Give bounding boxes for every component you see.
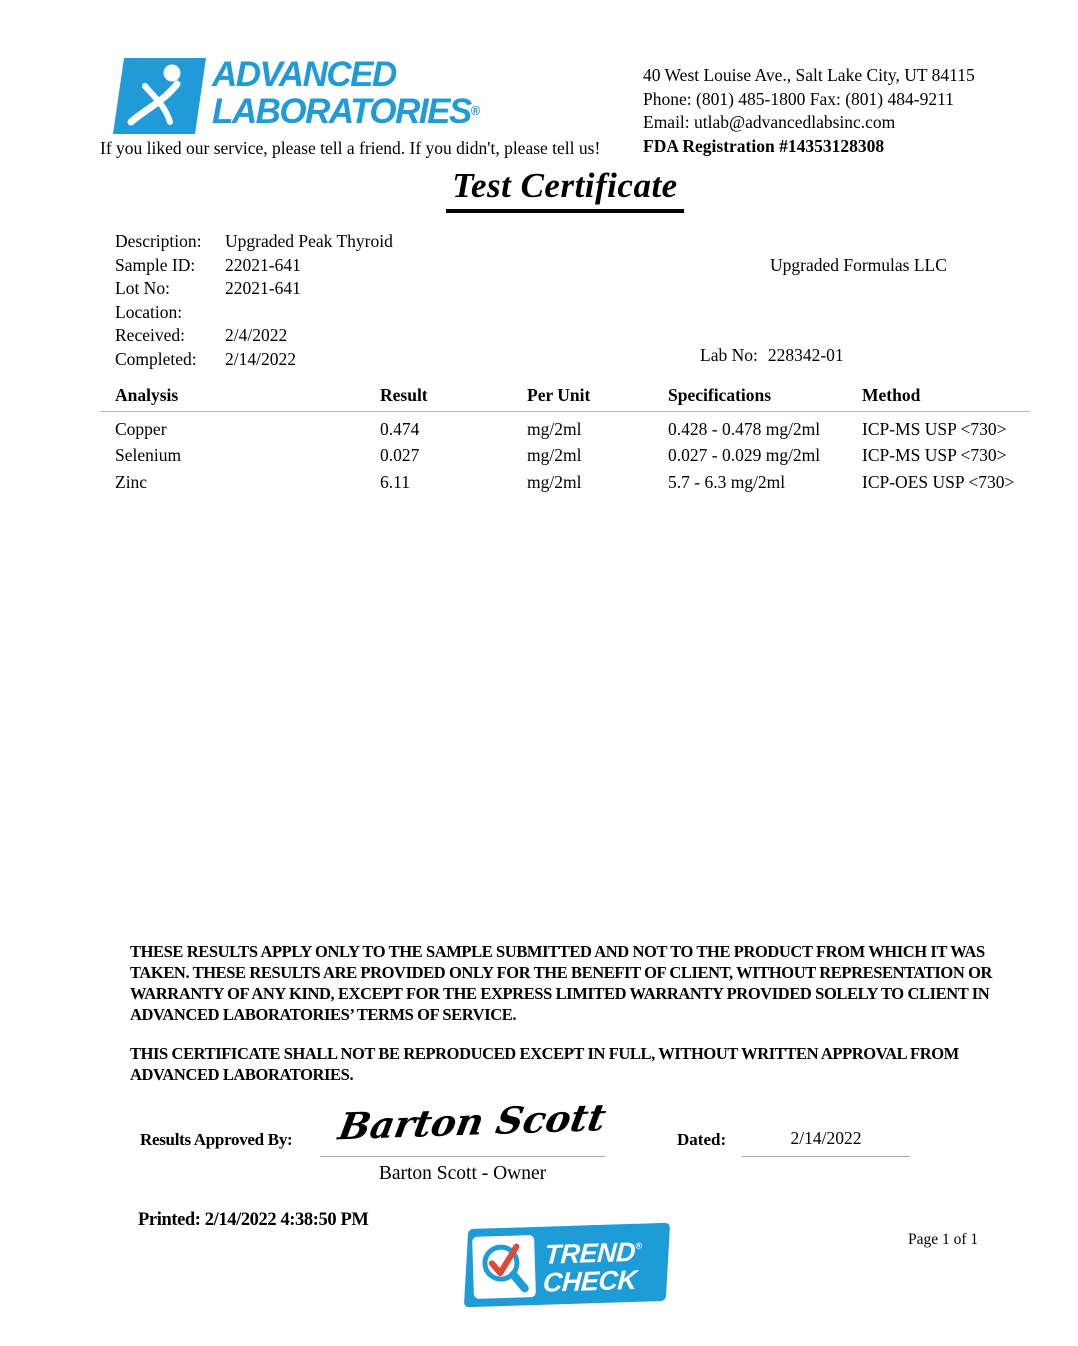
table-cell-result: 0.027: [380, 445, 420, 465]
disclaimer-paragraph-2: THIS CERTIFICATE SHALL NOT BE REPRODUCED EXCEPT IN FULL, WITHOUT WRITTEN APPROVAL FROM ADVANCED LABORATORIES.: [130, 1044, 959, 1084]
table-cell-analysis: Copper: [115, 418, 167, 439]
lab-no-value: 228342-01: [767, 345, 844, 365]
contact-email: Email: utlab@advancedlabsinc.com: [643, 112, 896, 132]
table-cell-method: ICP-OES USP <730>: [862, 471, 1015, 492]
detail-label: Completed:: [115, 348, 197, 369]
registered-mark: ®: [470, 103, 481, 118]
trend-check-badge: [472, 1235, 536, 1299]
table-cell-specifications: 5.7 - 6.3 mg/2ml: [668, 471, 786, 492]
signature-line: [320, 1156, 605, 1157]
detail-row-received: [115, 325, 393, 349]
lab-no: [700, 345, 844, 366]
disclaimer-paragraph-1: THESE RESULTS APPLY ONLY TO THE SAMPLE SUBMITTED AND NOT TO THE PRODUCT FROM WHICH IT WAS TAKEN. THESE RESULTS ARE PROVIDED ONLY FOR THE BENEFIT OF CLIENT, WITHOUT REPRESENTATION OR WARRANTY OF ANY KIND, EXCEPT FOR THE EXPRESS LIMITED WARRANTY PROVIDED SOLELY TO CLIENT IN ADVANCED LABORATORIES’ TERMS OF SERVICE.: [130, 942, 993, 1024]
results-table: [100, 385, 1035, 492]
detail-label: Received:: [115, 325, 185, 346]
column-header-method: Method: [862, 385, 1030, 412]
table-cell-result: 6.11: [380, 471, 410, 492]
detail-row-completed: [115, 349, 393, 373]
signature: Barton Scott: [335, 1095, 610, 1149]
fda-registration: FDA Registration #14353128308: [643, 135, 885, 156]
detail-row-description: [115, 231, 393, 255]
table-cell-analysis: Selenium: [115, 445, 182, 465]
trend-check-logo: [464, 1223, 670, 1308]
detail-row-sample-id: [115, 255, 393, 279]
brand-line1: ADVANCED: [212, 55, 396, 94]
contact-address: 40 West Louise Ave., Salt Lake City, UT 84115: [643, 65, 975, 85]
results-approved-by-label: Results Approved By:: [140, 1130, 293, 1149]
table-cell-per-unit: mg/2ml: [527, 445, 582, 465]
client-name: Upgraded Formulas LLC: [770, 255, 947, 275]
contact-block: [643, 64, 975, 158]
lab-no-label: Lab No:: [700, 345, 758, 365]
brand-wordmark: [212, 57, 480, 130]
detail-row-location: [115, 302, 393, 326]
column-header-analysis: Analysis: [100, 385, 380, 412]
service-tagline: If you liked our service, please tell a friend. If you didn't, please tell us!: [100, 138, 601, 158]
sample-details: [115, 231, 393, 373]
trend-word: TREND: [543, 1236, 636, 1270]
table-cell-per-unit: mg/2ml: [527, 471, 582, 492]
detail-value: Upgraded Peak Thyroid: [225, 231, 393, 251]
brand-line2: LABORATORIES: [212, 92, 471, 131]
detail-value: 22021-641: [225, 278, 301, 299]
table-cell-specifications: 0.027 - 0.029 mg/2ml: [668, 445, 821, 465]
table-cell-analysis: Zinc: [115, 471, 148, 492]
page-title: Test Certificate: [446, 166, 683, 213]
dated-label: Dated:: [677, 1130, 727, 1149]
page-number: Page 1 of 1: [908, 1231, 979, 1248]
detail-value: 22021-641: [225, 254, 301, 275]
trend-registered-mark: ®: [635, 1240, 642, 1251]
table-cell-per-unit: mg/2ml: [527, 418, 582, 439]
table-cell-method: ICP-MS USP <730>: [862, 418, 1007, 439]
detail-label: Location:: [115, 301, 183, 322]
table-cell-specifications: 0.428 - 0.478 mg/2ml: [668, 418, 821, 439]
detail-label: Sample ID:: [115, 254, 196, 275]
detail-label: Description:: [115, 231, 202, 251]
advanced-labs-logo: [113, 58, 206, 134]
column-header-per-unit: Per Unit: [527, 385, 668, 412]
check-word: CHECK: [542, 1264, 638, 1298]
detail-value: 2/14/2022: [225, 348, 296, 369]
dated-line: [742, 1156, 910, 1157]
contact-phone-fax: Phone: (801) 485-1800 Fax: (801) 484-9211: [643, 88, 954, 109]
detail-row-lot-no: [115, 278, 393, 302]
detail-label: Lot No:: [115, 278, 170, 299]
table-cell-result: 0.474: [380, 418, 420, 439]
trend-check-wordmark: [542, 1232, 642, 1297]
table-cell-method: ICP-MS USP <730>: [862, 445, 1007, 465]
detail-value: 2/4/2022: [225, 325, 288, 346]
column-header-result: Result: [380, 385, 527, 412]
column-header-specifications: Specifications: [668, 385, 862, 412]
person-figure-icon: [113, 58, 206, 134]
title-wrap: [0, 166, 1078, 213]
printed-timestamp: Printed: 2/14/2022 4:38:50 PM: [138, 1210, 369, 1230]
magnifier-check-icon: [476, 1239, 532, 1295]
dated-value: 2/14/2022: [790, 1128, 862, 1148]
signer-name-title: Barton Scott - Owner: [378, 1163, 547, 1184]
